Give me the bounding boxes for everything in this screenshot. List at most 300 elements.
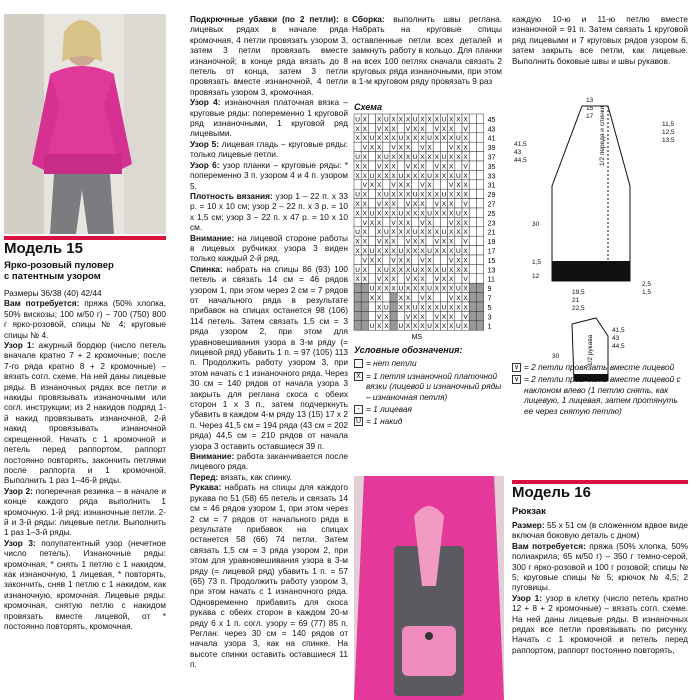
- chart-cell: [433, 142, 440, 151]
- chart-symbol: X: [434, 285, 439, 293]
- chart-symbol: X: [405, 154, 411, 161]
- chart-cell: [469, 274, 476, 283]
- col4-paragraph: [512, 14, 688, 66]
- chart-symbol: X: [398, 304, 403, 312]
- chart-cell: [390, 321, 397, 330]
- chart-symbol: X: [405, 219, 411, 227]
- chart-cell: [469, 161, 476, 170]
- chart-symbol: X: [420, 285, 425, 293]
- chart-symbol: V: [463, 125, 468, 133]
- legend-right-row: [512, 362, 688, 372]
- chart-cell: [476, 283, 483, 292]
- col1-paragraph: [4, 538, 166, 632]
- chart-symbol: U: [456, 323, 461, 331]
- chart-symbol: U: [355, 154, 360, 161]
- chart-symbol: V: [405, 163, 411, 171]
- chart-row-label: 37: [487, 154, 496, 162]
- svg-text:13: 13: [586, 97, 594, 104]
- chart-cell: [440, 255, 447, 264]
- col2-paragraph-heading: Подкрючные убавки (по 2 петли):: [190, 14, 339, 24]
- legend-symbol-icon: U: [355, 418, 362, 426]
- chart-title: Схема: [354, 102, 382, 112]
- chart-symbol: X: [420, 201, 425, 208]
- model15-photo: [4, 14, 166, 234]
- chart-symbol: X: [384, 210, 389, 218]
- model16-title: Модель 16: [512, 484, 591, 501]
- chart-cell: [440, 217, 447, 226]
- chart-row-label: 31: [487, 182, 496, 190]
- chart-cell: [368, 236, 375, 245]
- front-back-label: 1/2 переда и спинки: [599, 105, 606, 166]
- chart-symbol: X: [434, 323, 439, 331]
- chart-symbol: X: [398, 154, 403, 161]
- chart-symbol: X: [449, 248, 454, 255]
- chart-cell: [390, 293, 397, 302]
- chart-cell: [476, 142, 483, 151]
- chart-symbol: X: [391, 229, 396, 237]
- chart-symbol: X: [413, 238, 418, 246]
- chart-symbol: V: [420, 219, 425, 227]
- chart-symbol: X: [398, 257, 403, 265]
- chart-symbol: X: [398, 266, 403, 274]
- chart-symbol: X: [463, 323, 468, 331]
- chart-symbol: X: [413, 125, 418, 133]
- chart-symbol: V: [449, 257, 454, 265]
- chart-symbol: U: [384, 266, 389, 274]
- chart-symbol: X: [384, 323, 389, 331]
- chart-row-label: 45: [487, 116, 496, 124]
- col2-paragraph-text: узор 1 – 22 п. x 33 р. = 10 x 10 см; узор 2 – 22 п. x 3 р. = 10 x 1,5 см; узор 3 – 22 п. x 47 р. = 10 x 10 см.: [190, 190, 348, 233]
- chart-ms-label: MS: [411, 334, 423, 342]
- chart-symbol: X: [391, 135, 396, 143]
- chart-symbol: X: [434, 116, 439, 124]
- col1-paragraph-text: пряжа (50% хлопка, 50% вискозы; 100 м/50 г) – 700 (750) 800 г ярко-розовой, спицы № 4; круговые спицы № 4.: [4, 298, 166, 340]
- chart-symbol: X: [405, 295, 411, 302]
- chart-symbol: X: [369, 219, 375, 227]
- chart-symbol: X: [434, 154, 439, 161]
- chart-cell: [476, 274, 483, 283]
- chart-symbol: X: [449, 323, 454, 331]
- chart-cell: [476, 264, 483, 273]
- svg-text:43: 43: [514, 149, 522, 156]
- col3-paragraph-heading: Сборка:: [352, 14, 385, 24]
- chart-symbol: X: [405, 229, 411, 237]
- chart-symbol: X: [427, 116, 432, 124]
- chart-symbol: U: [369, 323, 375, 331]
- chart-symbol: X: [391, 191, 396, 199]
- col2-paragraph: [190, 139, 348, 160]
- sweater-photo-illustration: [4, 14, 166, 234]
- chart-symbol: X: [434, 266, 439, 274]
- chart-symbol: X: [384, 163, 389, 171]
- chart-symbol: U: [427, 135, 432, 143]
- chart-symbol: X: [449, 210, 454, 218]
- chart-symbol: X: [441, 163, 447, 171]
- chart-symbol: X: [456, 304, 461, 312]
- chart-cell: [361, 302, 368, 311]
- chart-symbol: V: [405, 238, 411, 246]
- chart-symbol: V: [405, 313, 411, 321]
- chart-symbol: X: [427, 182, 432, 190]
- chart-symbol: V: [420, 144, 425, 152]
- chart-cell: [455, 236, 462, 245]
- col2-paragraph-text: вязать, как спинку.: [218, 471, 292, 482]
- svg-text:17: 17: [586, 113, 594, 120]
- col2-paragraph-text: лицевая гладь – круговые ряды: только лицевые петли.: [190, 138, 348, 160]
- chart-cell: [476, 161, 483, 170]
- svg-text:12: 12: [532, 273, 540, 280]
- chart-row-label: 27: [487, 201, 496, 209]
- model16-paragraph: [512, 593, 688, 655]
- model16-paragraph: [512, 520, 688, 541]
- chart-symbol: X: [413, 313, 418, 321]
- chart-symbol: X: [384, 248, 389, 255]
- chart-symbol: V: [377, 125, 382, 133]
- model16-paragraph: [512, 541, 688, 593]
- svg-text:11,5: 11,5: [662, 121, 675, 128]
- chart-symbol: X: [449, 125, 454, 133]
- knitting-chart: [350, 112, 510, 342]
- col2-paragraph: [190, 472, 348, 482]
- col1-paragraph-text: поперечная резинка – в начале и конце каждого ряда выполнить 1 кромочную. 1-й ряд: изнаночные петли. 2-й и 3-й ряды: лицевые петли. Выполнить 1 раз 1–3-й ряды.: [4, 485, 166, 538]
- chart-symbol: X: [463, 172, 468, 180]
- chart-cell: [368, 227, 375, 236]
- chart-cell: [469, 283, 476, 292]
- chart-symbol: U: [384, 304, 389, 312]
- chart-symbol: X: [369, 182, 375, 190]
- chart-symbol: X: [463, 219, 468, 227]
- chart-symbol: X: [413, 248, 418, 255]
- chart-symbol: V: [463, 238, 468, 246]
- col2-paragraph: [190, 233, 348, 264]
- chart-symbol: X: [391, 210, 396, 218]
- chart-symbol: X: [362, 125, 367, 133]
- chart-symbol: X: [463, 154, 468, 161]
- chart-symbol: X: [463, 116, 468, 124]
- chart-symbol: U: [384, 191, 389, 199]
- chart-symbol: X: [441, 172, 447, 180]
- chart-cell: [397, 199, 404, 208]
- chart-cell: [476, 293, 483, 302]
- svg-text:43: 43: [612, 335, 620, 342]
- chart-symbol: X: [441, 210, 447, 218]
- col2-paragraph-heading: Узор 5:: [190, 138, 219, 149]
- svg-text:13,5: 13,5: [662, 137, 675, 144]
- chart-cell: [368, 114, 375, 123]
- chart-symbol: X: [384, 313, 389, 321]
- chart-cell: [455, 161, 462, 170]
- chart-symbol: X: [413, 172, 418, 180]
- chart-symbol: X: [391, 266, 396, 274]
- chart-row-label: 41: [487, 135, 496, 143]
- chart-symbol: X: [427, 266, 432, 274]
- chart-symbol: X: [434, 172, 439, 180]
- chart-cell: [390, 302, 397, 311]
- front-back-outline: [552, 106, 630, 281]
- chart-cell: [426, 236, 433, 245]
- col2-paragraph-heading: Узор 6:: [190, 159, 220, 170]
- chart-symbol: U: [441, 304, 447, 312]
- chart-symbol: U: [456, 248, 461, 255]
- chart-symbol: X: [355, 135, 360, 143]
- chart-symbol: U: [412, 154, 418, 161]
- chart-row-label: 39: [487, 145, 496, 153]
- chart-symbol: X: [463, 295, 468, 302]
- chart-cell: [440, 180, 447, 189]
- chart-symbol: U: [398, 285, 404, 293]
- chart-symbol: X: [377, 135, 382, 143]
- model15-col3: [352, 14, 502, 94]
- chart-cell: [476, 321, 483, 330]
- chart-cell: [368, 189, 375, 198]
- chart-symbol: U: [355, 266, 360, 274]
- chart-row-label: 23: [487, 220, 496, 228]
- col2-paragraph-heading: Спинка:: [190, 263, 223, 274]
- chart-cell: [412, 217, 419, 226]
- chart-symbol: X: [413, 323, 418, 331]
- chart-symbol: X: [456, 144, 461, 152]
- chart-symbol: V: [463, 313, 468, 321]
- legend-text: = нет петли: [366, 358, 417, 369]
- col4-paragraph-text: каждую 10-ю и 11-ю петлю вместе изнаночной = 91 п. Затем связать 1 круговой ряд лицевыми и 7 круговых рядов узором 6, затем закрыть все петли, как лицевые. Выполнить боковые швы и швы рукавов.: [512, 14, 688, 66]
- chart-symbol: X: [420, 266, 425, 274]
- chart-symbol: X: [463, 248, 468, 255]
- chart-symbol: X: [369, 295, 375, 302]
- chart-cell: [426, 311, 433, 320]
- chart-row-label: 3: [487, 314, 492, 322]
- chart-cell: [469, 227, 476, 236]
- svg-text:2,5: 2,5: [642, 281, 652, 288]
- chart-cell: [383, 142, 390, 151]
- col2-paragraph-heading: Рукава:: [190, 482, 222, 493]
- legend-right-symbol-icon: ∨: [513, 364, 520, 371]
- chart-cell: [354, 217, 361, 226]
- model15-col1-paragraphs: [4, 298, 166, 631]
- chart-symbol: X: [456, 295, 461, 302]
- chart-cell: [440, 142, 447, 151]
- svg-text:12,5: 12,5: [662, 129, 675, 136]
- chart-cell: [361, 293, 368, 302]
- col1-paragraph: [4, 298, 166, 340]
- chart-symbol: X: [405, 144, 411, 152]
- chart-symbol: X: [456, 219, 461, 227]
- chart-cell: [455, 199, 462, 208]
- model15-sizes: Размеры 36/38 (40) 42/44: [4, 288, 102, 298]
- svg-text:41,5: 41,5: [514, 141, 527, 148]
- chart-symbol: X: [355, 163, 360, 171]
- chart-symbol: X: [384, 125, 389, 133]
- chart-cell: [368, 274, 375, 283]
- chart-symbol: U: [355, 229, 360, 237]
- chart-symbol: X: [449, 191, 454, 199]
- chart-cell: [469, 123, 476, 132]
- chart-symbol: X: [463, 182, 468, 190]
- chart-symbol: U: [441, 116, 447, 124]
- chart-symbol: X: [420, 172, 425, 180]
- chart-symbol: U: [412, 266, 418, 274]
- chart-symbol: X: [355, 172, 360, 180]
- chart-symbol: U: [427, 172, 432, 180]
- chart-cell: [412, 180, 419, 189]
- chart-symbol: X: [427, 219, 432, 227]
- chart-symbol: V: [377, 313, 382, 321]
- chart-symbol: V: [405, 276, 411, 284]
- chart-symbol: X: [463, 191, 468, 199]
- chart-symbol: X: [420, 304, 425, 312]
- chart-symbol: X: [449, 163, 454, 171]
- chart-symbol: X: [420, 135, 425, 143]
- chart-cell: [469, 114, 476, 123]
- chart-symbol: U: [369, 210, 375, 218]
- chart-symbol: U: [355, 116, 360, 124]
- col2-paragraph-heading: Внимание:: [190, 232, 235, 243]
- chart-symbol: X: [405, 248, 411, 255]
- chart-symbol: V: [434, 125, 439, 133]
- chart-symbol: X: [456, 154, 461, 161]
- chart-symbol: U: [456, 285, 461, 293]
- chart-cell: [476, 208, 483, 217]
- chart-symbol: V: [362, 257, 367, 265]
- chart-cell: [476, 311, 483, 320]
- model16-paragraphs: [512, 520, 688, 655]
- chart-symbol: X: [377, 295, 382, 302]
- chart-cell: [476, 246, 483, 255]
- chart-cell: [469, 217, 476, 226]
- chart-symbol: X: [369, 144, 375, 152]
- chart-symbol: X: [434, 229, 439, 237]
- model15-text-column: [4, 240, 166, 631]
- chart-symbol: X: [384, 201, 389, 208]
- chart-symbol: X: [355, 125, 360, 133]
- chart-row-label: 13: [487, 267, 496, 275]
- chart-symbol: X: [441, 135, 447, 143]
- chart-cell: [476, 302, 483, 311]
- chart-symbol: X: [449, 313, 454, 321]
- chart-symbol: X: [441, 313, 447, 321]
- model15-subtitle-2: с патентным узором: [4, 271, 101, 282]
- legend-right-row: [512, 374, 688, 416]
- chart-symbol: U: [456, 210, 461, 218]
- chart-symbol: V: [405, 125, 411, 133]
- chart-symbol: X: [362, 266, 367, 274]
- chart-symbol: X: [377, 304, 382, 312]
- chart-symbol: V: [362, 144, 367, 152]
- chart-symbol: X: [362, 229, 367, 237]
- chart-cell: [433, 255, 440, 264]
- chart-symbol: X: [355, 201, 360, 208]
- chart-symbol: U: [427, 210, 432, 218]
- chart-symbol: X: [377, 219, 382, 227]
- sleeve-label: 1/2 рукава: [587, 334, 594, 366]
- chart-cell: [368, 199, 375, 208]
- chart-cell: [469, 133, 476, 142]
- chart-symbol: X: [420, 238, 425, 246]
- chart-cell: [368, 161, 375, 170]
- chart-symbol: U: [369, 285, 375, 293]
- chart-cell: [426, 123, 433, 132]
- chart-cell: [469, 199, 476, 208]
- chart-cell: [361, 311, 368, 320]
- chart-symbol: X: [362, 163, 367, 171]
- chart-symbol: X: [377, 182, 382, 190]
- chart-row-label: 11: [487, 276, 495, 284]
- legend-right-text: = 2 петли провязать вместе лицевой с наклоном влево (1 петлю снять, как лицевую, 1 лицевая, затем протянуть ее через снятую петлю): [524, 374, 681, 416]
- chart-cell: [412, 255, 419, 264]
- chart-row-label: 25: [487, 210, 496, 218]
- legend-row: [354, 358, 502, 368]
- col2-paragraph-heading: Перед:: [190, 471, 219, 482]
- chart-symbol: X: [420, 125, 425, 133]
- model16-paragraph-text: пряжа (50% хлопка, 50% полиакрила; 65 м/50 г) – 350 г темно-серой, 300 г ярко-розовой и 100 г розовой; спицы № 5; круговые спицы № 5; крючок № 4,5; 2 пуговицы.: [512, 540, 688, 593]
- col2-paragraph: [190, 97, 348, 139]
- legend-row: [354, 416, 502, 426]
- chart-symbol: X: [405, 266, 411, 274]
- chart-symbol: V: [377, 163, 382, 171]
- chart-symbol: X: [441, 248, 447, 255]
- chart-symbol: X: [377, 172, 382, 180]
- chart-cell: [469, 321, 476, 330]
- chart-cell: [354, 255, 361, 264]
- chart-symbol: X: [449, 229, 454, 237]
- chart-symbol: X: [391, 276, 396, 284]
- chart-symbol: X: [405, 116, 411, 124]
- chart-symbol: X: [391, 285, 396, 293]
- svg-text:1,5: 1,5: [642, 289, 652, 296]
- col1-paragraph: [4, 340, 166, 486]
- chart-cell: [433, 180, 440, 189]
- chart-symbol: U: [384, 229, 389, 237]
- legend-text: = 1 петля изнаночной платочной вязки (лицевой и изнаночный ряды – изнаночная петля): [366, 370, 502, 402]
- chart-symbol: X: [377, 210, 382, 218]
- chart-symbol: X: [449, 172, 454, 180]
- legend-text: = 1 накид: [366, 416, 403, 427]
- legend-row: [354, 371, 502, 402]
- col2-paragraph-text: в лицевых рядах в начале ряда кромочная, 4 петли провязать узором 3, затем 3 петли провязать вместе изнаночной; в конце ряда вязать до 8 петель от конца, затем 3 петли провязать вместе изнаночной, 4 петли провязать узором 3, кромочная.: [190, 14, 348, 97]
- chart-symbol: V: [463, 163, 468, 171]
- chart-cell: [433, 217, 440, 226]
- chart-row-label: 1: [487, 323, 492, 331]
- chart-symbol: X: [384, 135, 389, 143]
- model16-paragraph-text: 55 x 51 см (в сложенном вдвое виде включая боковую деталь с дном): [512, 520, 688, 541]
- chart-symbol: X: [377, 191, 382, 199]
- chart-symbol: X: [398, 144, 403, 152]
- chart-symbol: V: [420, 257, 425, 265]
- chart-symbol: X: [456, 182, 461, 190]
- chart-symbol: U: [412, 229, 418, 237]
- col2-paragraph-heading: Внимание:: [190, 451, 235, 462]
- chart-symbol: X: [362, 191, 367, 199]
- chart-symbol: X: [463, 210, 468, 218]
- chart-symbol: X: [441, 201, 447, 208]
- chart-symbol: V: [449, 182, 454, 190]
- chart-symbol: X: [413, 285, 418, 293]
- chart-symbol: X: [377, 154, 382, 161]
- chart-symbol: X: [456, 266, 461, 274]
- chart-symbol: X: [384, 285, 389, 293]
- chart-symbol: X: [377, 266, 382, 274]
- chart-symbol: X: [420, 163, 425, 171]
- col1-paragraph-text: ажурный бордюр (число петель вначале кратно 7 + 2 кромочные; после 7-го ряда кратно 8 + 2 кромочные) – вязать согл. схеме. На ней даны лицевые ряды. В изнаночных рядах все петли и накиды провязывать изнаночными или согл. инструкции; из 2 накидов подряд 1-й накид провязывать изнаночной, 2-й накид провязывать изнаночной скрещенной. Начать с 1 кромочной и петель перед раппортом, раппорт постоянно повторять, закончить петлями после раппорта и 1 кромочной. Выполнить 1 раз 1–46-й ряды.: [4, 340, 166, 486]
- chart-symbol: X: [355, 248, 360, 255]
- chart-symbol: X: [434, 210, 439, 218]
- chart-symbol: X: [420, 210, 425, 218]
- chart-symbol: X: [362, 154, 367, 161]
- chart-symbol: X: [413, 210, 418, 218]
- chart-cell: [476, 236, 483, 245]
- chart-symbol: X: [463, 229, 468, 237]
- chart-cell: [383, 180, 390, 189]
- chart-symbol: X: [405, 285, 411, 293]
